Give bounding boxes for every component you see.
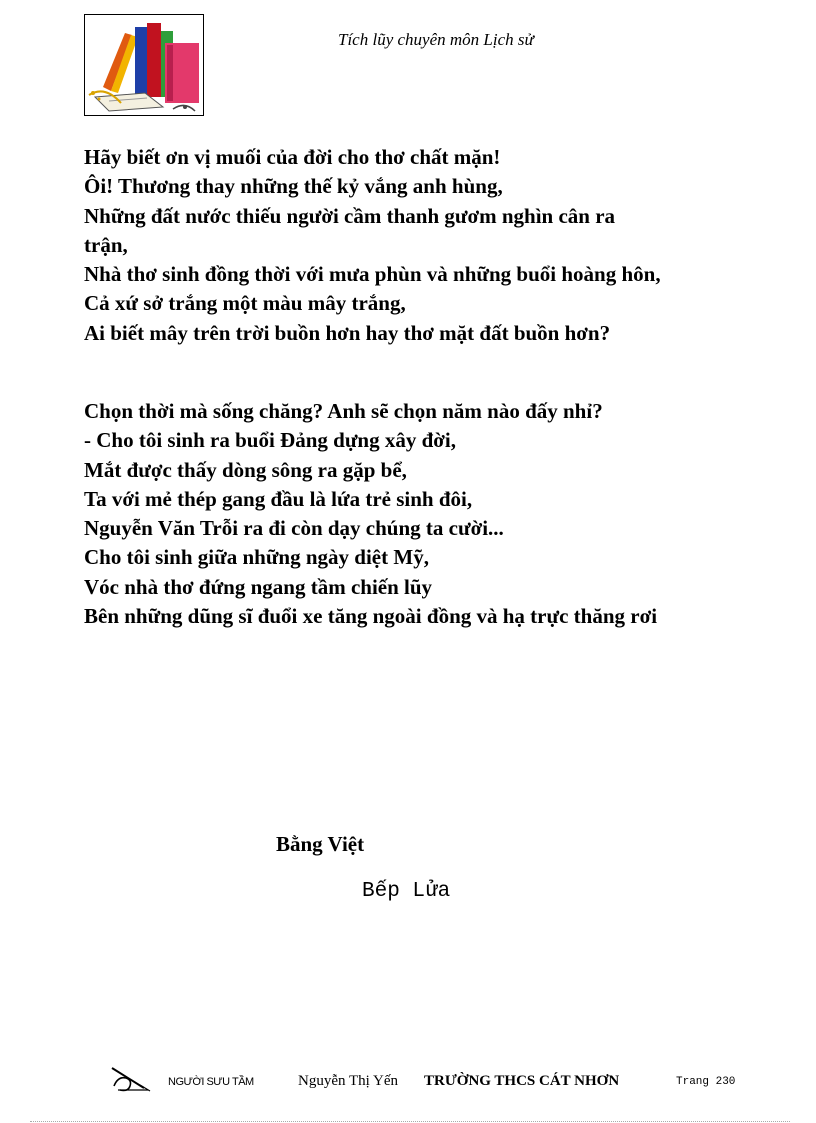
work-title: Bếp Lửa — [362, 880, 451, 903]
collector-label: NGƯỜI SƯU TẦM — [168, 1076, 254, 1088]
poem-line: Cho tôi sinh giữa những ngày diệt Mỹ, — [84, 545, 429, 570]
poem-line: Bên những dũng sĩ đuổi xe tăng ngoài đồng và hạ trực thăng rơi — [84, 604, 658, 629]
books-logo — [84, 14, 204, 116]
poem-line: Nhà thơ sinh đồng thời với mưa phùn và những buổi hoàng hôn, — [84, 262, 661, 287]
poem-line: Hãy biết ơn vị muối của đời cho thơ chất mặn! — [84, 145, 501, 169]
poem-line: Chọn thời mà sống chăng? Anh sẽ chọn năm nào đấy nhỉ? — [84, 399, 603, 423]
poem-line: - Cho tôi sinh ra buổi Đảng dựng xây đời, — [84, 428, 456, 453]
pen-icon — [110, 1064, 154, 1094]
school-name: TRƯỜNG THCS CÁT NHƠN — [424, 1073, 620, 1089]
author-name: Bằng Việt — [276, 832, 365, 856]
poem-line: Nguyễn Văn Trỗi ra đi còn dạy chúng ta cười... — [84, 516, 504, 541]
page-footer — [0, 1064, 816, 1104]
poem-line: Ai biết mây trên trời buồn hơn hay thơ mặt đất buồn hơn? — [84, 320, 611, 345]
poem-line: Mắt được thấy dòng sông ra gặp bể, — [84, 457, 407, 482]
books-icon — [85, 15, 203, 115]
poem-line: Ta với mẻ thép gang đầu là lứa trẻ sinh đôi, — [84, 486, 473, 511]
poem-line: trận, — [84, 232, 128, 257]
poem-line: Vóc nhà thơ đứng ngang tầm chiến lũy — [84, 574, 433, 599]
poem-line: Những đất nước thiếu người cầm thanh gươm nghìn cân ra — [84, 203, 616, 228]
collector-name: Nguyễn Thị Yến — [298, 1073, 398, 1089]
poem-stanza-2 — [84, 397, 784, 631]
poem-line: Ôi! Thương thay những thế kỷ vắng anh hùng, — [84, 174, 503, 199]
page-number: Trang 230 — [676, 1076, 736, 1088]
poem-stanza-1 — [84, 143, 784, 348]
header-title: Tích lũy chuyên môn Lịch sử — [338, 30, 534, 49]
poem-line: Cả xứ sở trắng một màu mây trắng, — [84, 291, 406, 316]
footer-divider — [30, 1121, 790, 1122]
